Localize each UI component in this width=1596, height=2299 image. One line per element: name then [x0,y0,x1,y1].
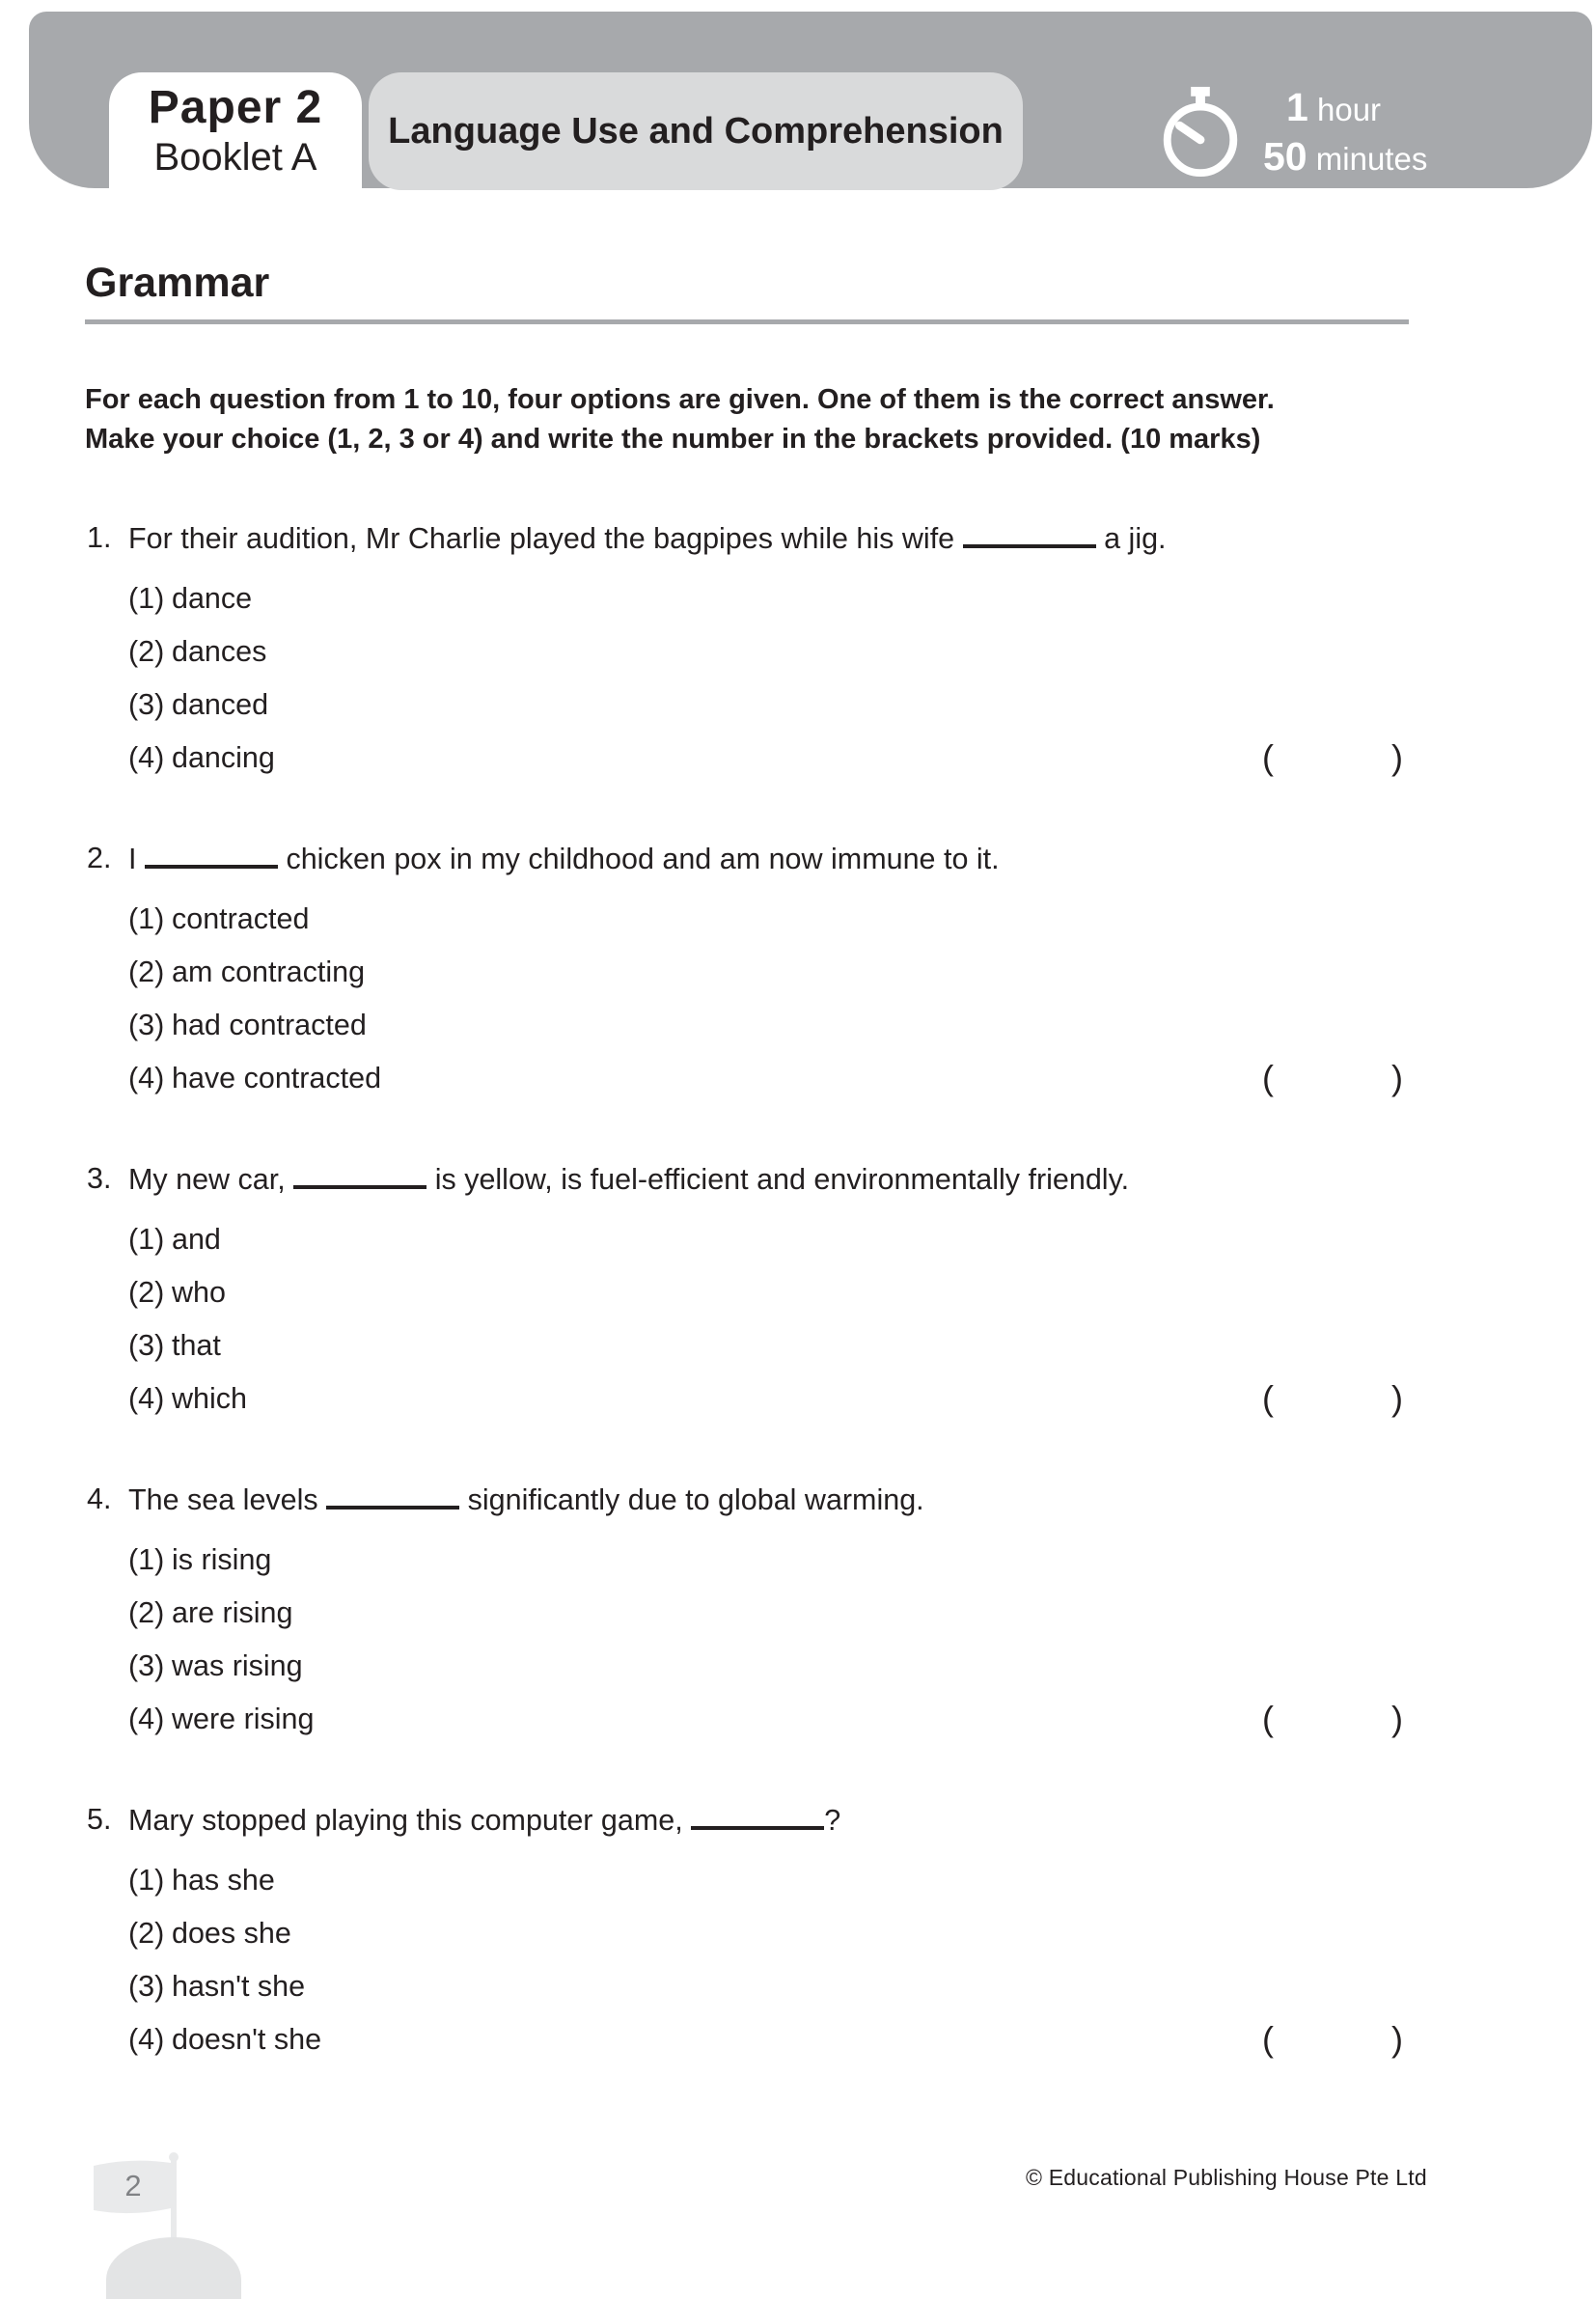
option-2 [85,1272,1409,1313]
question-line [85,838,1409,879]
exam-duration [1153,83,1427,182]
option-number: (3) [128,1970,165,2003]
copyright-notice: © Educational Publishing House Pte Ltd [1026,2165,1427,2190]
option-1 [85,1219,1409,1260]
bracket-close-char: ) [1391,1058,1403,1097]
option-number: (3) [128,1649,165,1682]
option-number: (2) [128,1276,165,1309]
question-text [128,1158,1409,1200]
option-text: has she [172,1864,275,1897]
question-2 [85,838,1409,1098]
option-number: (4) [128,1703,165,1735]
question-text-after: a jig. [1104,522,1167,555]
option-2 [85,952,1409,992]
option-2 [85,1593,1409,1633]
bracket-close-char: ) [1391,1378,1403,1418]
answer-blank [293,1158,427,1189]
instructions [85,380,1409,459]
duration-minutes-unit: minutes [1315,141,1428,178]
answer-brackets [1262,1699,1403,1739]
stopwatch-icon [1153,85,1248,180]
option-4 [85,1378,1409,1419]
option-3 [85,1966,1409,2007]
option-3 [85,684,1409,725]
duration-hours [1263,83,1427,132]
option-number: (2) [128,956,165,988]
option-3 [85,1325,1409,1366]
question-text-after: significantly due to global warming. [467,1483,924,1516]
option-number: (4) [128,1382,165,1415]
option-text: that [172,1329,221,1362]
bracket-open-char: ( [1262,2019,1274,2059]
option-4 [85,1058,1409,1098]
option-3 [85,1005,1409,1045]
subject-title: Language Use and Comprehension [388,110,1004,152]
page-number: 2 [124,2169,142,2202]
option-4 [85,1699,1409,1739]
answer-brackets [1262,1378,1403,1419]
option-1 [85,1860,1409,1900]
question-text-after: ? [824,1804,841,1837]
header-banner [29,12,1592,188]
answer-blank [326,1479,459,1510]
question-1 [85,517,1409,778]
bracket-close-char: ) [1391,737,1403,777]
option-1 [85,899,1409,939]
main-content [85,259,1409,2060]
bracket-open-char: ( [1262,1699,1274,1738]
option-number: (4) [128,2023,165,2056]
paper-title: Paper 2 [148,82,323,133]
question-number: 4. [87,1482,112,1515]
option-number: (3) [128,1329,165,1362]
question-text [128,838,1409,879]
question-text-before: For their audition, Mr Charlie played the bagpipes while his wife [128,522,955,555]
option-text: who [172,1276,226,1309]
question-text-before: Mary stopped playing this computer game, [128,1804,683,1837]
paper-booklet-badge [109,72,362,213]
bracket-open-char: ( [1262,737,1274,777]
option-number: (1) [128,1864,165,1897]
option-text: are rising [172,1596,293,1629]
option-text: have contracted [172,1062,382,1094]
option-number: (1) [128,1543,165,1576]
option-text: were rising [172,1703,315,1735]
booklet-title: Booklet A [153,136,317,180]
option-number: (2) [128,635,165,668]
question-line [85,1158,1409,1200]
question-text [128,517,1409,559]
duration-minutes-value: 50 [1263,134,1307,180]
question-number: 3. [87,1162,112,1195]
option-text: was rising [172,1649,303,1682]
option-text: which [172,1382,247,1415]
option-number: (1) [128,582,165,615]
instructions-line-2: Make your choice (1, 2, 3 or 4) and write the number in the brackets provided. (10 marks) [85,424,1261,455]
question-line [85,517,1409,559]
option-text: dances [172,635,267,668]
question-text-after: chicken pox in my childhood and am now immune to it. [286,843,1000,875]
question-text-before: My new car, [128,1163,286,1196]
question-list [85,517,1409,2060]
option-number: (3) [128,1009,165,1041]
option-text: contracted [172,902,310,935]
option-4 [85,737,1409,778]
option-text: dance [172,582,253,615]
option-3 [85,1646,1409,1686]
bracket-close-char: ) [1391,2019,1403,2059]
answer-brackets [1262,737,1403,778]
answer-blank [145,838,278,869]
option-text: hasn't she [172,1970,306,2003]
answer-brackets [1262,2019,1403,2060]
option-number: (2) [128,1596,165,1629]
duration-minutes [1263,132,1427,181]
option-text: and [172,1223,221,1256]
option-number: (4) [128,741,165,774]
option-text: does she [172,1917,291,1950]
question-4 [85,1479,1409,1739]
question-5 [85,1799,1409,2060]
question-3 [85,1158,1409,1419]
section-title: Grammar [85,260,270,306]
option-2 [85,1913,1409,1953]
bracket-open-char: ( [1262,1378,1274,1418]
bracket-open-char: ( [1262,1058,1274,1097]
answer-blank [691,1799,824,1830]
question-text [128,1799,1409,1841]
option-4 [85,2019,1409,2060]
question-text-before: The sea levels [128,1483,318,1516]
option-text: am contracting [172,956,366,988]
duration-text [1263,83,1427,182]
question-number: 2. [87,842,112,874]
answer-blank [963,517,1096,548]
question-line [85,1799,1409,1841]
question-number: 5. [87,1803,112,1836]
option-text: is rising [172,1543,272,1576]
section-title-rule [85,319,1409,324]
instructions-line-1: For each question from 1 to 10, four options are given. One of them is the correct answer. [85,384,1275,415]
duration-hours-unit: hour [1316,92,1382,127]
option-number: (3) [128,688,165,721]
question-text [128,1479,1409,1520]
option-number: (1) [128,902,165,935]
subject-title-box [369,72,1023,190]
option-text: had contracted [172,1009,367,1041]
duration-hours-value: 1 [1286,85,1308,129]
option-1 [85,1539,1409,1580]
bracket-close-char: ) [1391,1699,1403,1738]
option-number: (1) [128,1223,165,1256]
option-text: danced [172,688,269,721]
option-number: (2) [128,1917,165,1950]
question-text-after: is yellow, is fuel-efficient and environmentally friendly. [434,1163,1130,1196]
option-number: (4) [128,1062,165,1094]
option-1 [85,578,1409,619]
answer-brackets [1262,1058,1403,1098]
option-text: doesn't she [172,2023,322,2056]
option-text: dancing [172,741,275,774]
question-text-before: I [128,843,137,875]
option-2 [85,631,1409,672]
question-number: 1. [87,521,112,554]
question-line [85,1479,1409,1520]
